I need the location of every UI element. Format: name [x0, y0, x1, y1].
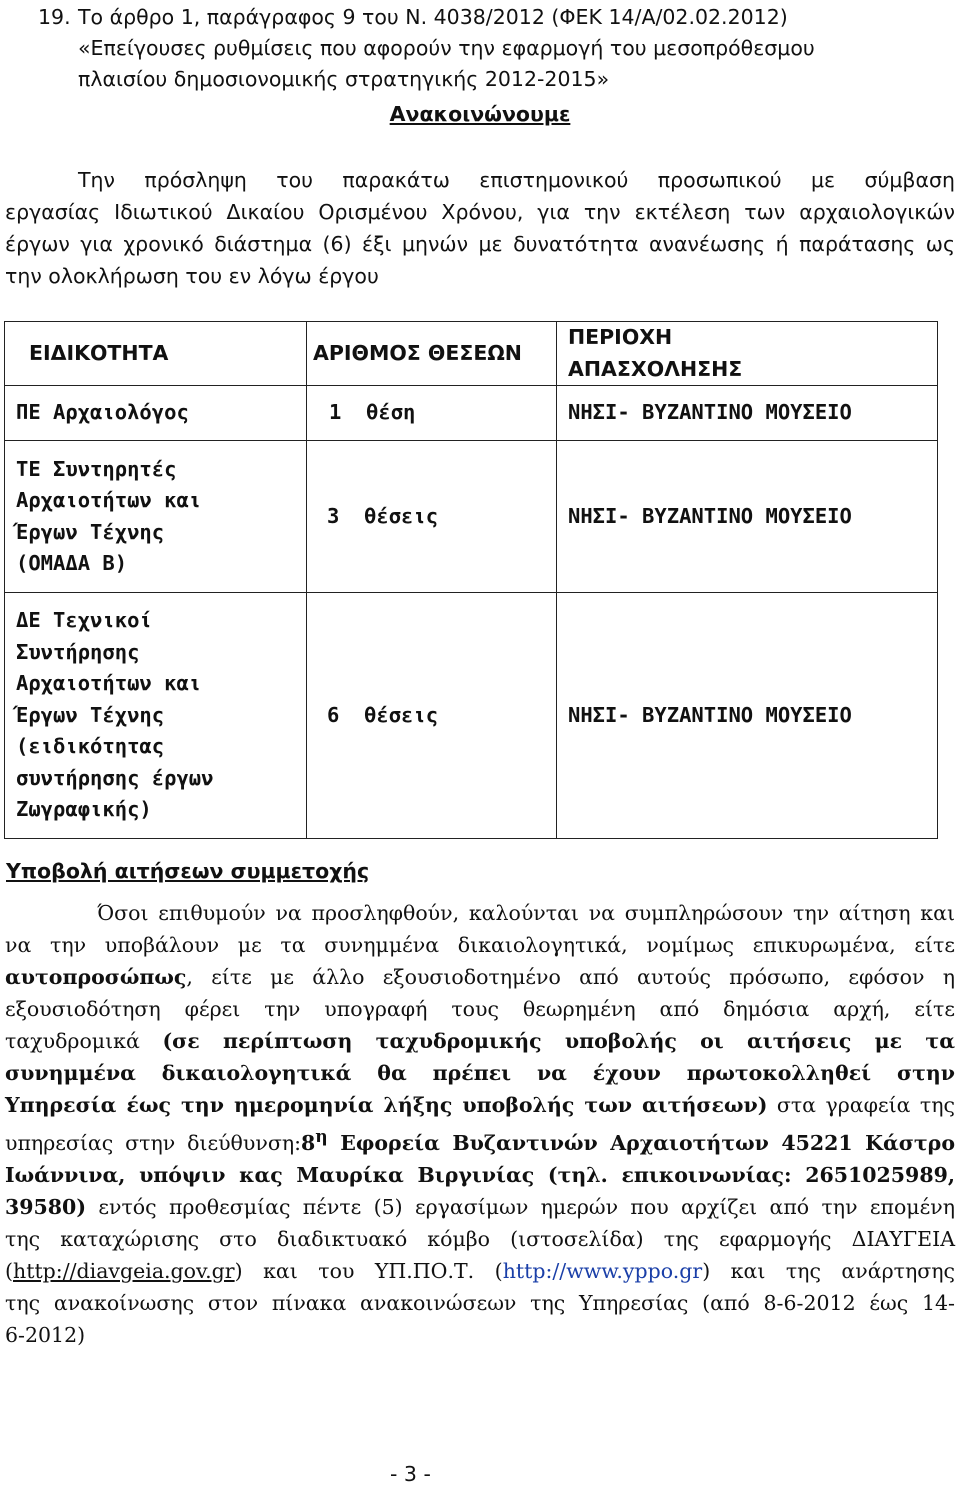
specialty-line: συντήρησης έργων: [16, 765, 214, 790]
intro-line: έργων για χρονικό διάστημα (6) έξι μηνών με δυνατότητα ανανέωσης ή παράτασης ως: [5, 232, 955, 256]
header-area: [557, 322, 938, 386]
table-row: [5, 593, 938, 839]
specialty-line: Αρχαιοτήτων και: [16, 488, 202, 512]
bold-text: (σε περίπτωση ταχυδρομικής υποβολής οι αιτήσεις με τα: [162, 1029, 955, 1053]
bold-text: 39580): [5, 1194, 87, 1219]
item-line: πλαισίου δημοσιονομικής στρατηγικής 2012-2015»: [78, 67, 610, 91]
yppo-link[interactable]: http://www.yppo.gr: [502, 1258, 703, 1283]
intro-line: την ολοκλήρωση του εν λόγω έργου: [5, 264, 379, 288]
submission-line: [5, 1089, 955, 1121]
table-row: [5, 441, 938, 593]
submission-line: [5, 1191, 955, 1223]
plain-text: , είτε με άλλο εξουσιοδοτημένο από αυτούς πρόσωπο, εφόσον η: [186, 965, 955, 989]
item-number: 19.: [38, 5, 71, 29]
plain-text: στα γραφεία της: [767, 1093, 955, 1117]
specialty-line: (ΟΜΑΔΑ Β): [16, 551, 128, 575]
cell-specialty: [5, 441, 307, 593]
submission-line: [5, 961, 955, 993]
superscript: η: [315, 1127, 328, 1147]
specialty-line: Ζωγραφικής): [16, 797, 152, 822]
bold-text: Υπηρεσία έως την ημερομηνία λήξης υποβολής των αιτήσεων): [5, 1093, 768, 1117]
cell-area: ΝΗΣΙ- ΒΥΖΑΝΤΙΝΟ ΜΟΥΣΕΙΟ: [557, 441, 938, 593]
bold-text: αυτοπροσώπως: [5, 965, 187, 989]
positions-table: [4, 321, 938, 839]
submission-line: [5, 1255, 955, 1287]
item-line: Το άρθρο 1, παράγραφος 9 του Ν. 4038/2012 (ΦΕΚ 14/Α/02.02.2012): [78, 5, 788, 29]
specialty-line: (ειδικότητας: [16, 734, 165, 759]
specialty-line: ΔΕ Τεχνικοί: [16, 608, 152, 633]
header-area-line: ΠΕΡΙΟΧΗ: [568, 325, 673, 349]
submission-heading: Υποβολή αιτήσεων συμμετοχής: [6, 859, 370, 883]
specialty-line: Έργων Τέχνης: [16, 519, 165, 544]
bold-text: 8: [301, 1130, 316, 1155]
announcement-heading: Ανακοινώνουμε: [389, 102, 571, 126]
cell-positions: 3 θέσεις: [307, 441, 557, 593]
submission-line: συνημμένα δικαιολογητικά θα πρέπει να έχουν πρωτοκολληθεί στην: [5, 1061, 955, 1085]
specialty-line: Αρχαιοτήτων και: [16, 671, 202, 696]
plain-text: ) και του ΥΠ.ΠΟ.Τ. (: [234, 1258, 503, 1283]
specialty-line: ΠΕ Αρχαιολόγος: [16, 400, 189, 425]
plain-text: ) και της ανάρτησης: [702, 1258, 955, 1283]
header-specialty: ΕΙΔΙΚΟΤΗΤΑ: [5, 322, 307, 386]
intro-paragraph: [5, 164, 955, 292]
page-number: - 3 -: [390, 1462, 431, 1486]
plain-text: εντός προθεσμίας πέντε (5) εργασίμων ημερών που αρχίζει από την επομένη: [86, 1194, 955, 1219]
submission-line: 6-2012): [5, 1322, 86, 1347]
table-header-row: [5, 322, 938, 386]
specialty-line: Συντήρησης: [16, 639, 140, 664]
plain-text: ταχυδρομικά: [5, 1029, 163, 1053]
specialty-line: Έργων Τέχνης: [16, 702, 165, 727]
item-line: «Επείγουσες ρυθμίσεις που αφορούν την εφαρμογή του μεσοπρόθεσμου: [78, 36, 815, 60]
submission-line: [5, 1121, 955, 1159]
submission-line: της ανακοίνωσης στον πίνακα ανακοινώσεων της Υπηρεσίας (από 8-6-2012 έως 14-: [5, 1290, 955, 1315]
header-area-line: ΑΠΑΣΧΟΛΗΣΗΣ: [568, 356, 743, 381]
intro-line: εργασίας Ιδιωτικού Δικαίου Ορισμένου Χρόνου, για την εκτέλεση των αρχαιολογικών: [5, 200, 955, 224]
intro-line: Την πρόσληψη του παρακάτω επιστημονικού προσωπικού με σύμβαση: [78, 168, 955, 192]
cell-area: ΝΗΣΙ- ΒΥΖΑΝΤΙΝΟ ΜΟΥΣΕΙΟ: [557, 386, 938, 441]
submission-line: Ιωάννινα, υπόψιν κας Μαυρίκα Βιργινίας (τηλ. επικοινωνίας: 2651025989,: [5, 1162, 955, 1187]
submission-paragraph: [5, 897, 955, 1351]
cell-specialty: [5, 386, 307, 441]
submission-line: να την υποβάλουν με τα συνημμένα δικαιολογητικά, νομίμως επικυρωμένα, είτε: [5, 933, 955, 957]
submission-line: εξουσιοδότηση φέρει την υπογραφή τους θεωρημένη από δημόσια αρχή, είτε: [5, 997, 955, 1021]
submission-line: της καταχώρισης στο διαδικτυακό κόμβο (ιστοσελίδα) της εφαρμογής ΔΙΑΥΓΕΙΑ: [5, 1226, 955, 1251]
submission-line: Όσοι επιθυμούν να προσληφθούν, καλούνται να συμπληρώσουν την αίτηση και: [97, 901, 955, 925]
table-row: [5, 386, 938, 441]
header-positions: ΑΡΙΘΜΟΣ ΘΕΣΕΩΝ: [307, 322, 557, 386]
specialty-line: ΤΕ Συντηρητές: [16, 456, 177, 481]
diavgeia-link[interactable]: http://diavgeia.gov.gr: [13, 1258, 235, 1283]
plain-text: υπηρεσίας στην διεύθυνση:: [5, 1130, 302, 1155]
submission-line: [5, 1025, 955, 1057]
cell-positions: 1 θέση: [307, 386, 557, 441]
plain-text: (: [5, 1258, 13, 1283]
cell-area: ΝΗΣΙ- ΒΥΖΑΝΤΙΝΟ ΜΟΥΣΕΙΟ: [557, 593, 938, 839]
cell-specialty: [5, 593, 307, 839]
bold-text: Εφορεία Βυζαντινών Αρχαιοτήτων 45221 Κάστρο: [327, 1130, 955, 1155]
cell-positions: 6 θέσεις: [307, 593, 557, 839]
item-19: [38, 2, 958, 95]
